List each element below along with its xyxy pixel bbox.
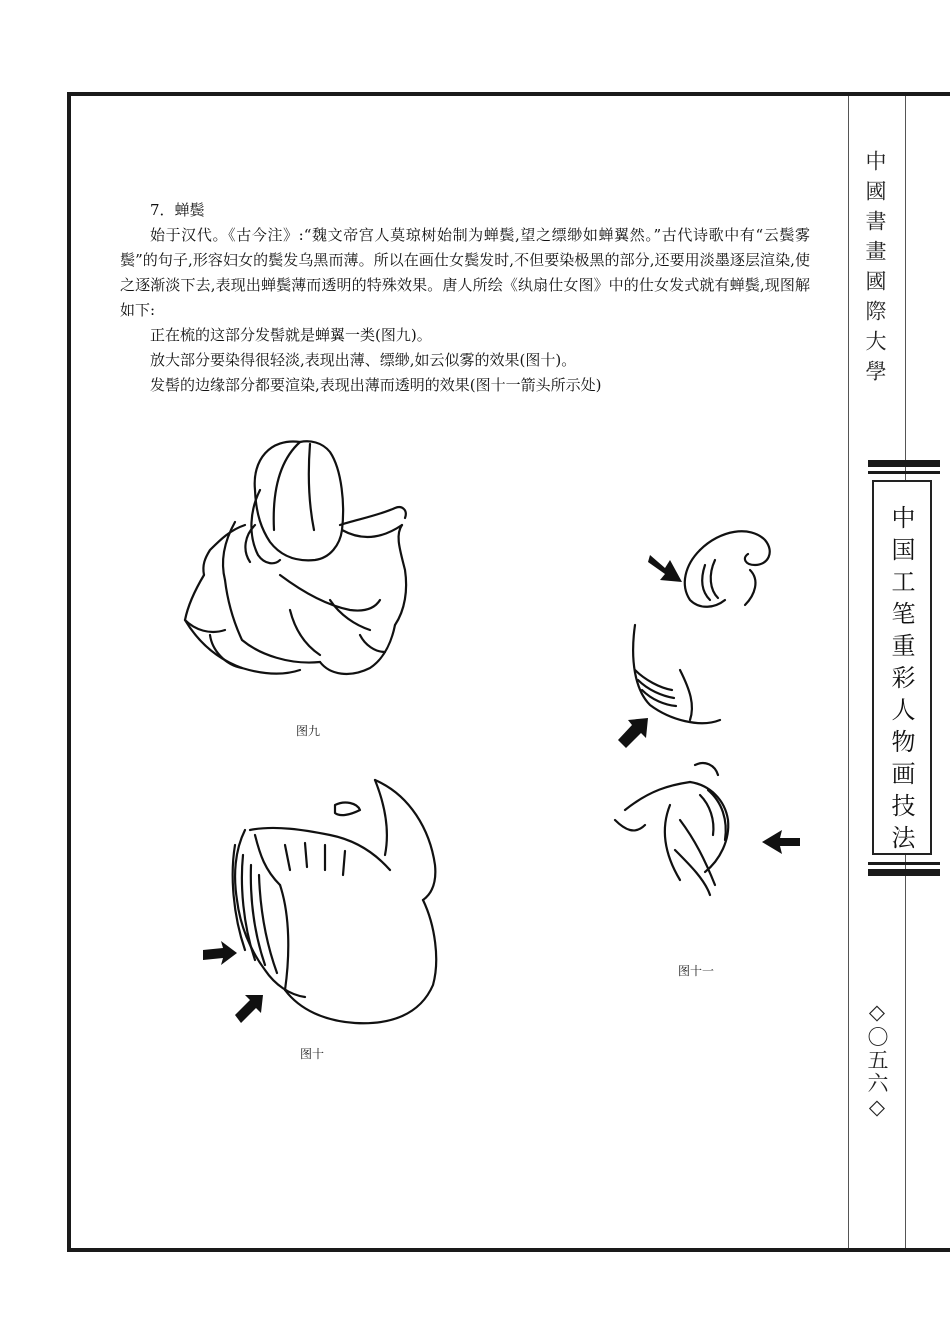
figure-10-illustration: [195, 775, 445, 1035]
figure-9-illustration: [180, 430, 430, 710]
paragraph-2: 正在梳的这部分发髻就是蝉翼一类(图九)。: [150, 326, 432, 344]
title-bar-top-thin: [868, 471, 940, 474]
title-bar-top: [868, 460, 940, 467]
book-title: 中国工笔重彩人物画技法: [887, 505, 915, 857]
title-bar-bottom-thin: [868, 862, 940, 865]
title-bar-bottom: [868, 869, 940, 876]
university-title: 中國書畫國際大學: [863, 150, 887, 390]
sidebar-divider: [848, 96, 849, 1248]
figure-11-illustration: [610, 520, 810, 920]
body-text: [120, 198, 810, 398]
paragraph-1: 始于汉代。《古今注》:“魏文帝宫人莫琼树始制为蝉鬓,望之缥缈如蝉翼然。”古代诗歌中有“云鬓雾鬓”的句子,形容妇女的鬓发乌黑而薄。所以在画仕女鬓发时,不但要染极黑的部分,还要用淡墨逐层渲染,使之逐渐淡下去,表现出蝉鬓薄而透明的特殊效果。唐人所绘《纨扇仕女图》中的仕女发式就有蝉鬓,现图解如下:: [120, 226, 810, 319]
figure-10-caption: 图十: [300, 1047, 325, 1061]
paragraph-4: 发髻的边缘部分都要渲染,表现出薄而透明的效果(图十一箭头所示处): [150, 376, 602, 394]
paragraph-3: 放大部分要染得很轻淡,表现出薄、缥缈,如云似雾的效果(图十)。: [150, 351, 577, 369]
figure-9-caption: 图九: [296, 724, 321, 738]
section-heading: 7．蝉鬓: [150, 201, 205, 219]
page-number: ◇〇五六◇: [865, 1000, 889, 1121]
figure-11-caption: 图十一: [678, 964, 715, 978]
